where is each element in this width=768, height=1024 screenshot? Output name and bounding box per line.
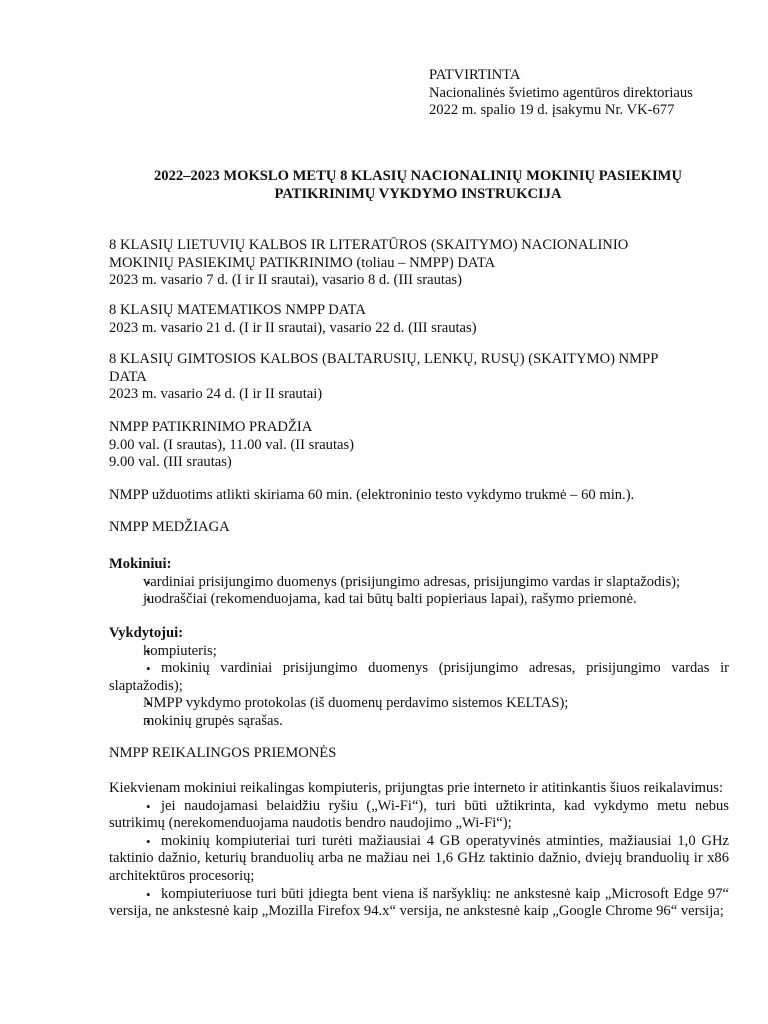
section-heading: NMPP PATIKRINIMO PRADŽIA: [109, 419, 313, 435]
list-item: • vardiniai prisijungimo duomenys (prisijungimo adresas, prisijungimo vardas ir slaptažodis);: [109, 574, 729, 592]
approval-block: [429, 67, 749, 120]
math-date-section: [109, 302, 729, 337]
start-time-line: 9.00 val. (III srautas): [109, 454, 232, 471]
executor-materials: [109, 625, 729, 731]
document-title-line-2: PATIKRINIMŲ VYKDYMO INSTRUKCIJA: [274, 185, 562, 202]
section-date: 2023 m. vasario 21 d. (I ir II srautai), vasario 22 d. (III srautas): [109, 319, 477, 336]
tools-heading-block: [109, 745, 729, 763]
list-item: • kompiuteriuose turi būti įdiegta bent viena iš naršyklių: ne ankstesnė kaip „Microsoft Edge 97“ versija, ne ankstesnė kaip „Mozilla Firefox 94.x“ versija, ne ankstesnė kaip „Google Chrome 96“ versija;: [109, 886, 729, 921]
list-item: • juodraščiai (rekomenduojama, kad tai būtų balti popieriaus lapai), rašymo priemonė.: [109, 591, 729, 609]
list-item: • mokinių grupės sąrašas.: [109, 713, 729, 731]
duration-text: NMPP užduotims atlikti skiriama 60 min. (elektroninio testo vykdymo trukmė – 60 min.).: [109, 487, 635, 503]
section-heading: 8 KLASIŲ MATEMATIKOS NMPP DATA: [109, 302, 366, 318]
start-time-section: [109, 419, 729, 472]
student-list: [109, 574, 729, 609]
tools-heading: NMPP REIKALINGOS PRIEMONĖS: [109, 745, 337, 761]
student-materials: [109, 556, 729, 609]
materials-heading-block: [109, 519, 729, 537]
executor-label: Vykdytojui:: [109, 625, 184, 641]
list-item: • mokinių vardiniai prisijungimo duomenys (prisijungimo adresas, prisijungimo vardas ir slaptažodis);: [109, 660, 729, 695]
approval-authority: Nacionalinės švietimo agentūros direktoriaus: [429, 84, 693, 101]
list-item: • kompiuteris;: [109, 643, 729, 661]
start-time-line: 9.00 val. (I srautas), 11.00 val. (II srautas): [109, 436, 355, 453]
requirements-section: [109, 780, 729, 921]
list-item: • jei naudojamasi belaidžiu ryšiu („Wi-Fi“), turi būti užtikrinta, kad vykdymo metu nebus sutrikimų (nerekomenduojama naudotis bendro naudojimo „Wi-Fi“);: [109, 798, 729, 833]
materials-heading: NMPP MEDŽIAGA: [109, 519, 230, 535]
list-item: • mokinių kompiuteriai turi turėti mažiausiai 4 GB operatyvinės atminties, mažiausiai 1,0 GHz taktinio dažnio, keturių branduolių arba ne mažiau nei 1,6 GHz taktinio dažnio, dviejų branduolių ir x86 architektūros procesorių;: [109, 833, 729, 886]
document-title-line-1: 2022–2023 MOKSLO METŲ 8 KLASIŲ NACIONALINIŲ MOKINIŲ PASIEKIMŲ: [154, 168, 682, 184]
section-date: 2023 m. vasario 24 d. (I ir II srautai): [109, 386, 323, 403]
duration-paragraph: [109, 487, 729, 505]
section-date: 2023 m. vasario 7 d. (I ir II srautai), vasario 8 d. (III srautas): [109, 272, 462, 289]
section-heading-cont: DATA: [109, 368, 147, 385]
section-heading: 8 KLASIŲ GIMTOSIOS KALBOS (BALTARUSIŲ, LENKŲ, RUSŲ) (SKAITYMO) NMPP: [109, 351, 659, 367]
student-label: Mokiniui:: [109, 556, 172, 572]
requirements-intro: Kiekvienam mokiniui reikalingas kompiuteris, prijungtas prie interneto ir atitinkantis šiuos reikalavimus:: [109, 780, 724, 796]
approval-title: PATVIRTINTA: [429, 67, 521, 83]
section-heading: 8 KLASIŲ LIETUVIŲ KALBOS IR LITERATŪROS (SKAITYMO) NACIONALINIO: [109, 237, 629, 253]
requirements-list: [109, 798, 729, 921]
native-language-date-section: [109, 351, 729, 404]
section-heading-cont: MOKINIŲ PASIEKIMŲ PATIKRINIMO (toliau – NMPP) DATA: [109, 254, 496, 271]
executor-list: [109, 643, 729, 731]
document-title: [109, 168, 727, 203]
list-item: • NMPP vykdymo protokolas (iš duomenų perdavimo sistemos KELTAS);: [109, 695, 729, 713]
lithuanian-date-section: [109, 237, 729, 290]
approval-order: 2022 m. spalio 19 d. įsakymu Nr. VK-677: [429, 102, 675, 119]
